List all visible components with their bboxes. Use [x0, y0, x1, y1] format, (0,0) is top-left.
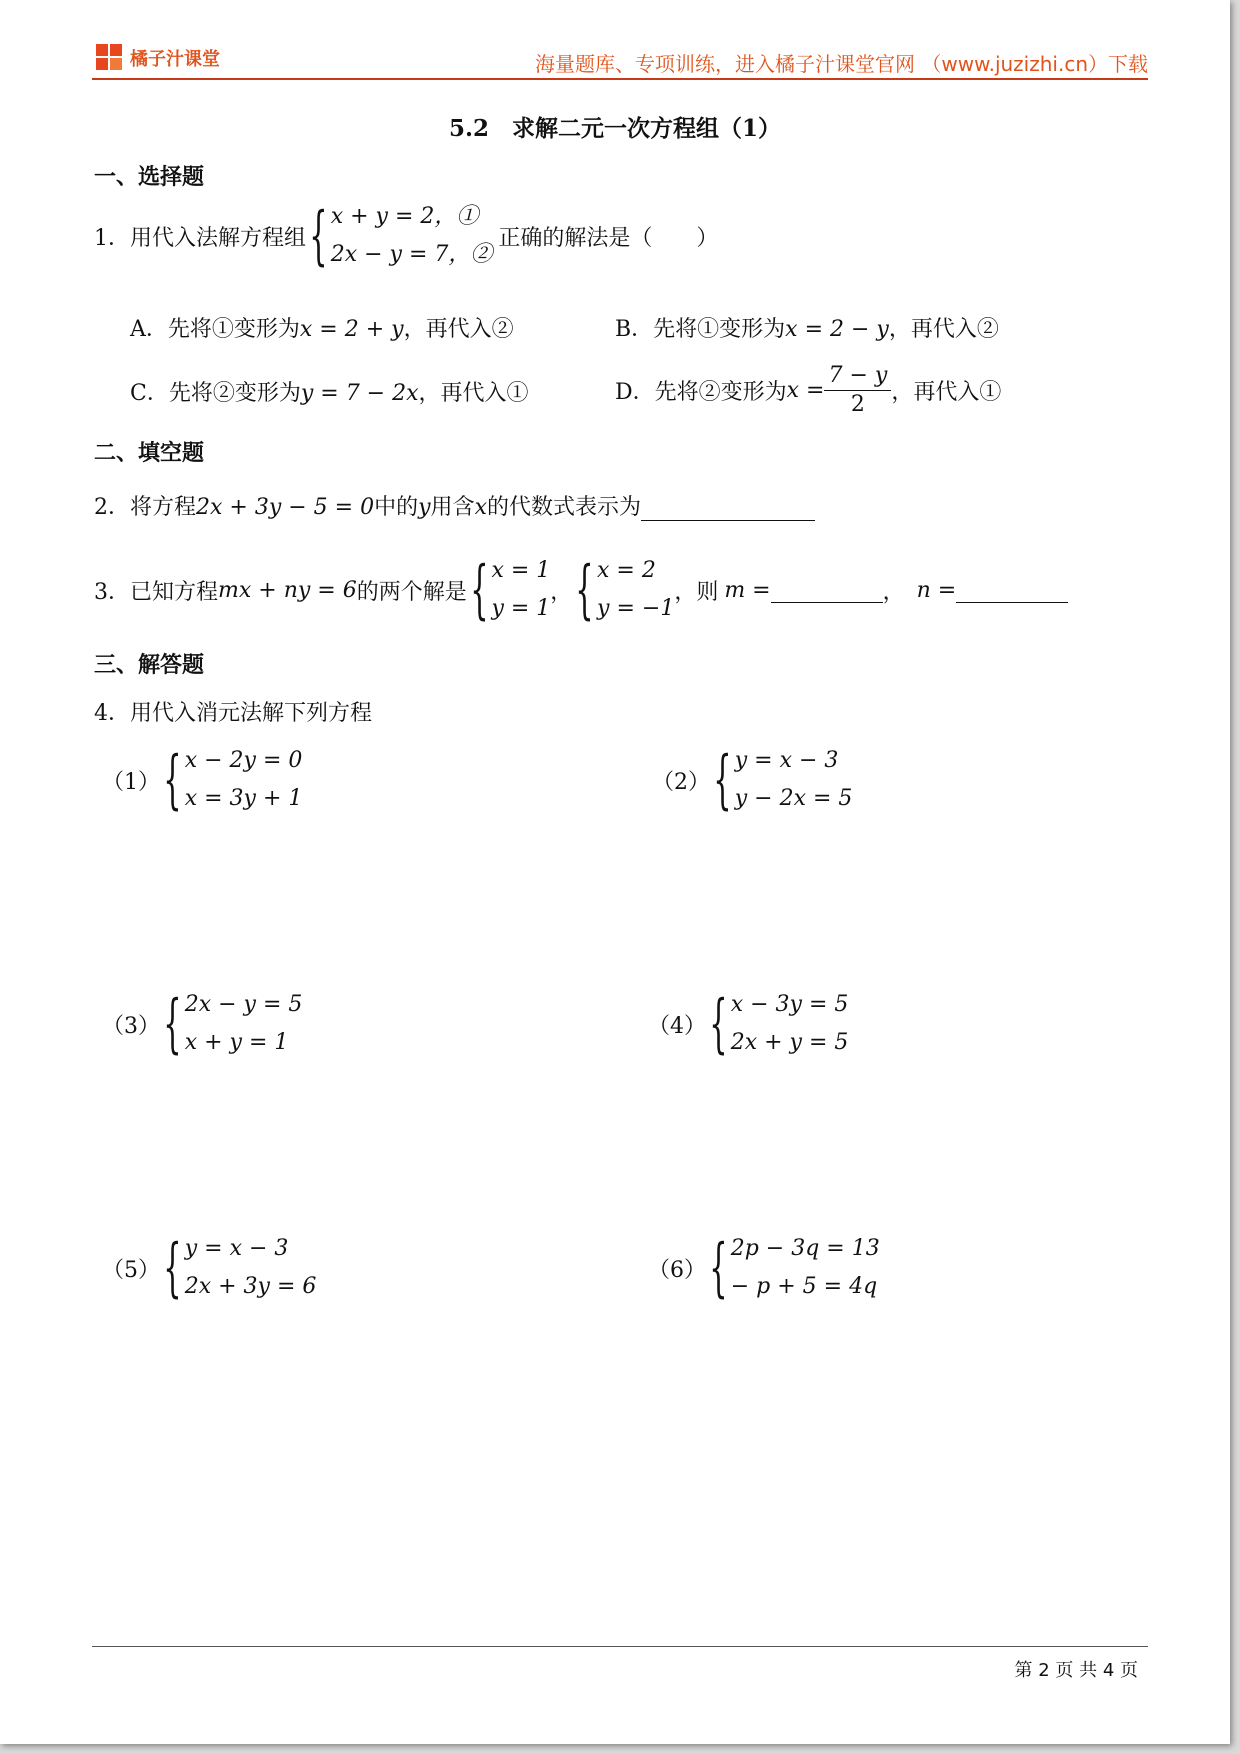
option-c-eq: y = 7 − 2x — [300, 381, 419, 406]
q2-text-3: 用含 — [430, 495, 475, 520]
option-d[interactable] — [615, 362, 1001, 419]
brace-icon: { — [575, 553, 594, 627]
q1-suffix: 正确的解法是（ ） — [498, 225, 719, 251]
sub-eq-2: 2x + y = 5 — [730, 1030, 849, 1055]
sub-label: （2） — [652, 769, 710, 795]
option-b[interactable] — [615, 312, 999, 343]
q2-text-1: 2．将方程 — [94, 495, 196, 520]
sub-question-3 — [102, 986, 302, 1062]
brace-icon: { — [469, 553, 489, 627]
q2-text-4: 的代数式表示为 — [486, 495, 641, 520]
q3-comma: ， — [550, 579, 573, 605]
sub-eq-1: y = x − 3 — [184, 1236, 289, 1261]
brace-icon: { — [163, 987, 182, 1061]
sub-label: （3） — [102, 1013, 160, 1039]
sub-label: （4） — [648, 1013, 706, 1039]
brace-icon: { — [713, 743, 732, 817]
sub-eq-1: x − 2y = 0 — [184, 748, 303, 773]
q3-n-blank[interactable] — [956, 578, 1068, 603]
q3-sep: ， — [882, 579, 905, 605]
footer-rule — [92, 1646, 1148, 1647]
sub-eq-1: 2x − y = 5 — [184, 992, 303, 1017]
q3-text-2: 的两个解是 — [356, 579, 467, 605]
q3-n-label: n = — [916, 577, 957, 603]
sub-label: （5） — [102, 1257, 160, 1283]
sub-eq-1: y = x − 3 — [734, 748, 839, 773]
orange-logo-icon — [96, 44, 124, 72]
fraction-denominator: 2 — [850, 392, 865, 417]
brace-icon: { — [163, 743, 182, 817]
q3-equation: mx + ny = 6 — [218, 577, 357, 603]
q2-var-y: y — [418, 495, 431, 520]
q3-sol1-y: y = 1 — [491, 596, 551, 621]
brand-logo — [96, 44, 220, 72]
q1-prefix: 1．用代入法解方程组 — [94, 225, 306, 251]
option-d-text: D．先将②变形为 — [615, 380, 787, 405]
sub-question-4 — [648, 986, 848, 1062]
sub-eq-1: 2p − 3q = 13 — [730, 1236, 880, 1261]
option-a[interactable] — [130, 312, 514, 343]
sub-eq-1: x − 3y = 5 — [730, 992, 849, 1017]
q3-sol2-y: y = −1 — [597, 596, 675, 621]
q3-sol2-x: x = 2 — [597, 558, 656, 583]
sub-eq-2: 2x + 3y = 6 — [184, 1274, 317, 1299]
question-3 — [94, 552, 1068, 628]
option-d-post: ，再代入① — [891, 380, 1002, 405]
option-a-eq: x = 2 + y — [299, 317, 404, 342]
sub-eq-2: y − 2x = 5 — [734, 786, 853, 811]
section-choice: 一、选择题 — [94, 164, 205, 190]
header-slogan: 海量题库、专项训练，进入橘子汁课堂官网 （www.juzizhi.cn）下载 — [535, 52, 1148, 76]
page-title: 5.2 求解二元一次方程组（1） — [448, 115, 782, 142]
sub-eq-2: x = 3y + 1 — [184, 786, 303, 811]
sub-question-1 — [102, 742, 302, 818]
sub-question-5 — [102, 1230, 316, 1306]
question-4: 4．用代入消元法解下列方程 — [94, 701, 372, 726]
q3-m-label: m = — [724, 577, 771, 603]
q3-text-1: 3．已知方程 — [94, 579, 218, 605]
q1-eq1: x + y = 2，① — [330, 204, 479, 229]
q2-answer-blank[interactable] — [641, 496, 815, 521]
q2-text-2: 中的 — [374, 495, 419, 520]
sub-label: （1） — [102, 769, 160, 795]
brace-icon: { — [163, 1231, 182, 1305]
sub-question-6 — [648, 1230, 880, 1306]
brace-icon: { — [309, 199, 328, 273]
q1-eq2: 2x − y = 7，② — [330, 242, 493, 267]
brace-icon: { — [709, 1231, 728, 1305]
option-c-post: ，再代入① — [418, 381, 529, 406]
page-number: 第 2 页 共 4 页 — [1014, 1660, 1138, 1681]
q2-var-x: x — [474, 495, 487, 520]
option-a-post: ，再代入② — [403, 317, 514, 342]
q3-text-3: ，则 — [674, 579, 719, 605]
header-rule — [92, 78, 1148, 80]
sub-label: （6） — [648, 1257, 706, 1283]
sub-eq-2: x + y = 1 — [184, 1030, 289, 1055]
option-d-x: x = — [786, 378, 825, 403]
option-b-eq: x = 2 − y — [785, 317, 889, 342]
option-b-text: B．先将①变形为 — [615, 317, 786, 342]
sub-question-2 — [652, 742, 852, 818]
section-solve: 三、解答题 — [94, 652, 205, 678]
question-2 — [94, 490, 815, 521]
q3-m-blank[interactable] — [771, 578, 883, 603]
fraction-numerator: 7 − y — [824, 362, 891, 391]
question-1 — [94, 198, 718, 274]
option-b-post: ，再代入② — [888, 317, 999, 342]
option-c[interactable] — [130, 376, 529, 407]
option-d-fraction — [824, 362, 891, 419]
brand-name: 橘子汁课堂 — [130, 49, 220, 70]
section-fill: 二、填空题 — [94, 440, 205, 466]
brace-icon: { — [709, 987, 728, 1061]
sub-eq-2: − p + 5 = 4q — [730, 1274, 878, 1299]
option-c-text: C．先将②变形为 — [130, 381, 301, 406]
q2-equation: 2x + 3y − 5 = 0 — [196, 495, 375, 520]
q3-sol1-x: x = 1 — [491, 558, 551, 583]
option-a-text: A．先将①变形为 — [130, 317, 300, 342]
